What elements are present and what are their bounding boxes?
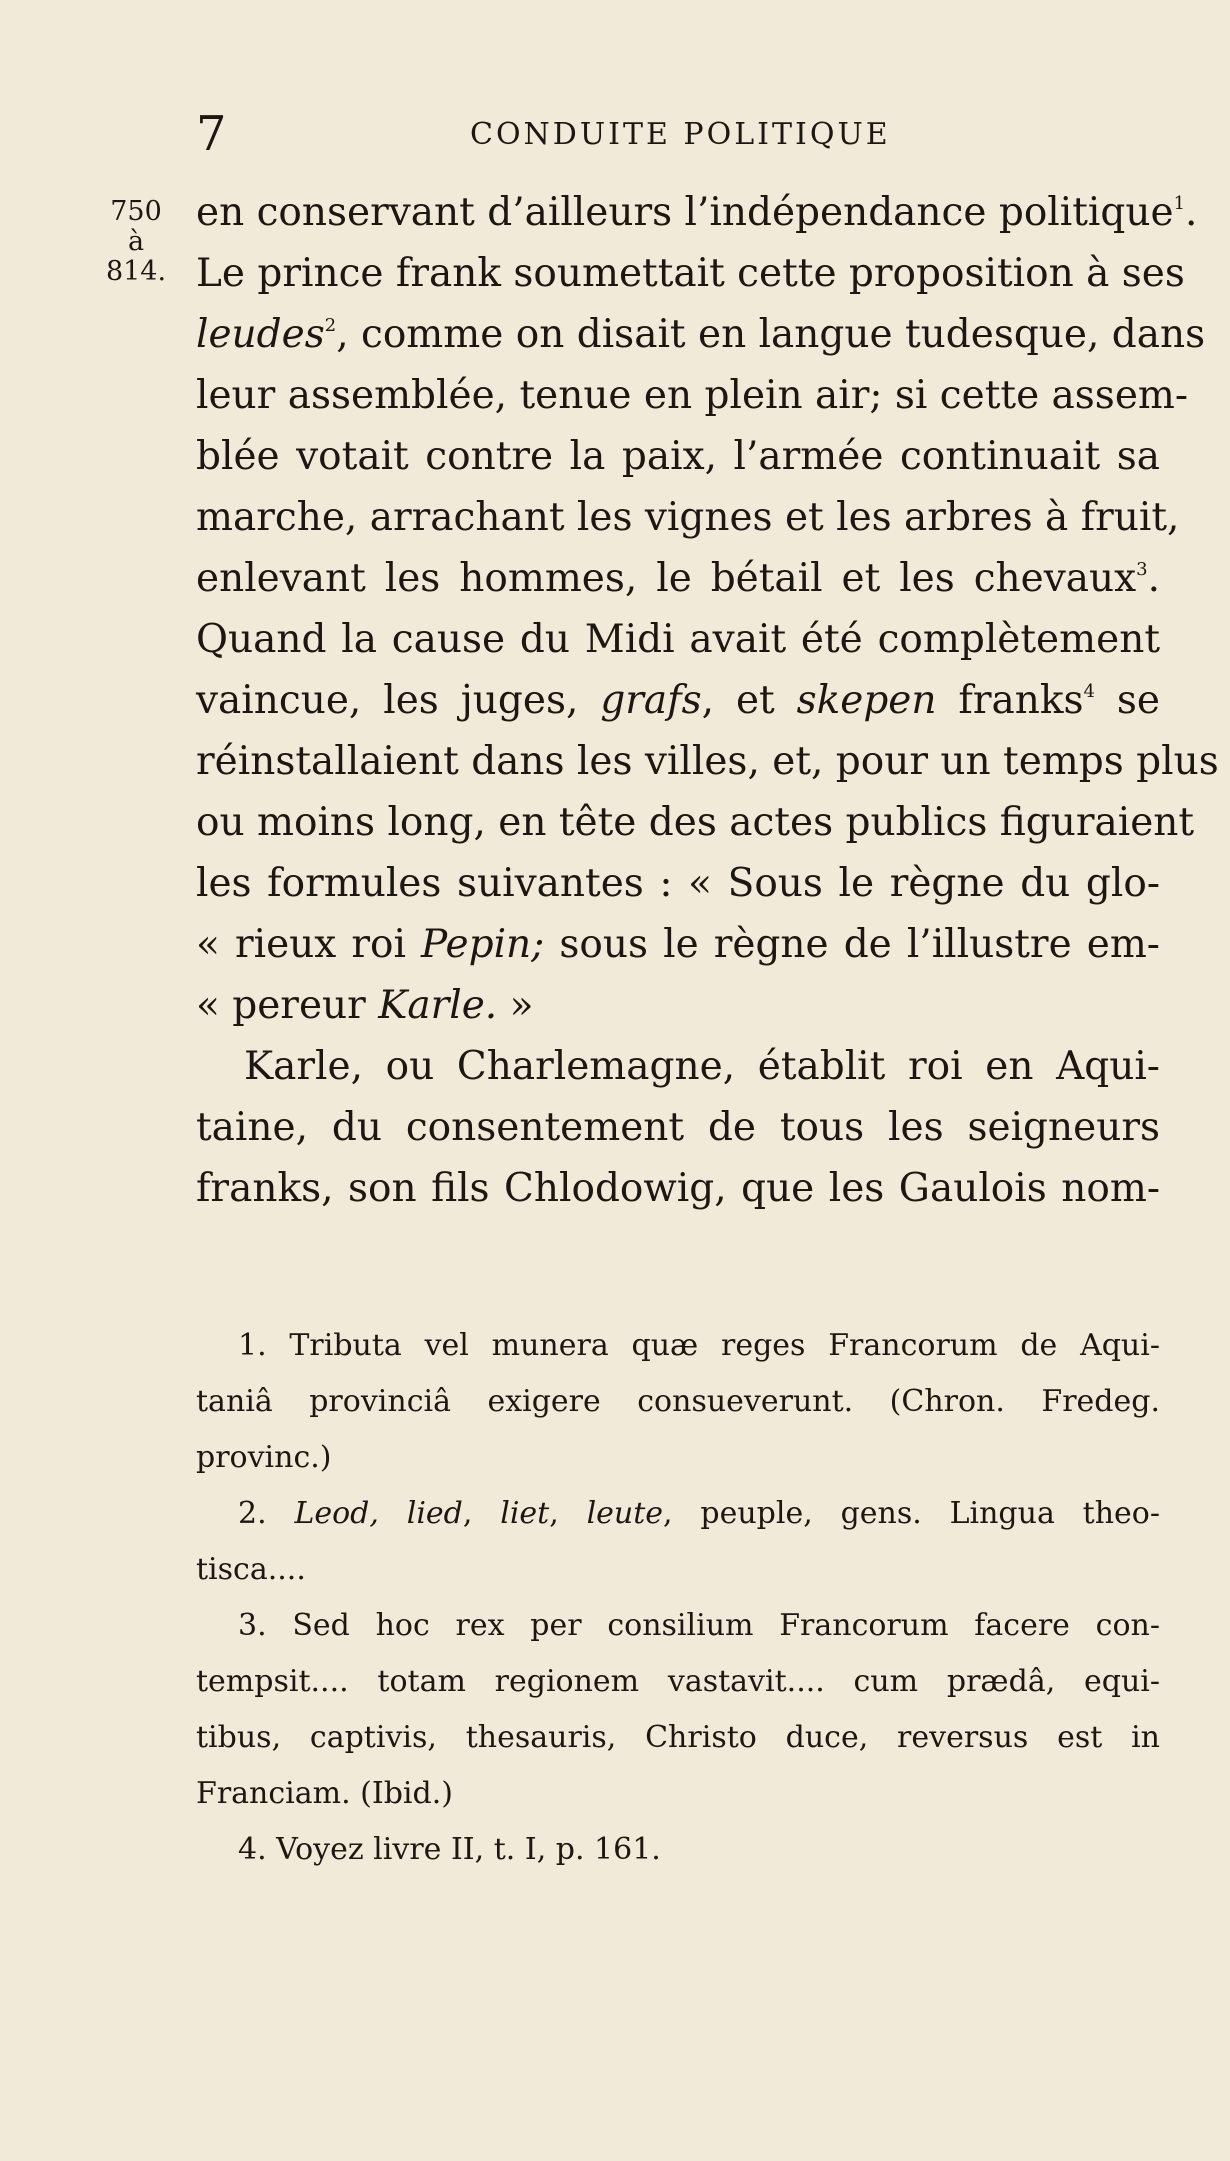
- text-line: taine, du consentement de tous les seigneurs: [196, 1105, 1160, 1150]
- text-line: « rieux roi Pepin; sous le règne de l’illustre em-: [196, 922, 1160, 967]
- footnote-line: 2. Leod, lied, liet, leute, peuple, gens. Lingua theo-: [238, 1496, 1160, 1531]
- footnote-line: provinc.): [196, 1440, 332, 1475]
- footnote-line: taniâ provinciâ exigere consueverunt. (Chron. Fredeg.: [196, 1384, 1160, 1419]
- margin-date-range: [104, 193, 168, 291]
- margin-date-connector: à: [127, 226, 145, 257]
- text-line: enlevant les hommes, le bétail et les chevaux$^3$.: [196, 556, 1160, 601]
- text-line: marche, arrachant les vignes et les arbres à fruit,: [196, 495, 1180, 540]
- footnote-line: 4. Voyez livre II, t. I, p. 161.: [238, 1832, 661, 1867]
- footnote-ref: 3: [1136, 559, 1148, 580]
- text-line: réinstallaient dans les villes, et, pour un temps plus: [196, 739, 1219, 784]
- footnotes: [196, 1318, 1160, 1878]
- footnote-line: tibus, captivis, thesauris, Christo duce, reversus est in: [196, 1720, 1160, 1755]
- footnote-line: 3. Sed hoc rex per consilium Francorum facere con-: [238, 1608, 1160, 1643]
- main-text: [196, 182, 1219, 1219]
- text-line: « pereur Karle. »: [196, 983, 534, 1028]
- footnote-line: Franciam. (Ibid.): [196, 1776, 453, 1811]
- text-line: Le prince frank soumettait cette proposition à ses: [196, 251, 1185, 296]
- text-line: ou moins long, en tête des actes publics figuraient: [196, 800, 1195, 845]
- footnote-line: tempsit.... totam regionem vastavit.... cum prædâ, equi-: [196, 1664, 1160, 1699]
- text-line: leur assemblée, tenue en plein air; si cette assem-: [196, 373, 1189, 418]
- page-number: 7: [196, 106, 227, 162]
- text-line: Karle, ou Charlemagne, établit roi en Aqui-: [244, 1044, 1160, 1089]
- footnote-ref: 4: [1083, 681, 1095, 702]
- footnote-ref: 1: [1173, 193, 1186, 214]
- text-line: Quand la cause du Midi avait été complètement: [196, 617, 1160, 662]
- text-line: en conservant d’ailleurs l’indépendance politique$^1$.: [196, 190, 1198, 235]
- text-line: vaincue, les juges, grafs, et skepen franks$^4$ se: [196, 678, 1160, 723]
- footnote-line: 1. Tributa vel munera quæ reges Francorum de Aqui-: [238, 1328, 1160, 1363]
- footnote-line: tisca....: [196, 1552, 306, 1587]
- text-line: franks, son fils Chlodowig, que les Gaulois nom-: [196, 1166, 1160, 1211]
- running-title: CONDUITE POLITIQUE: [470, 117, 891, 152]
- margin-date-start: 750: [110, 196, 162, 227]
- text-line: blée votait contre la paix, l’armée continuait sa: [196, 434, 1160, 479]
- footnote-ref: 2: [324, 315, 337, 336]
- margin-date-end: 814.: [105, 256, 167, 287]
- text-line: leudes$^2$, comme on disait en langue tudesque, dans: [196, 312, 1206, 357]
- text-line: les formules suivantes : « Sous le règne du glo-: [196, 861, 1160, 906]
